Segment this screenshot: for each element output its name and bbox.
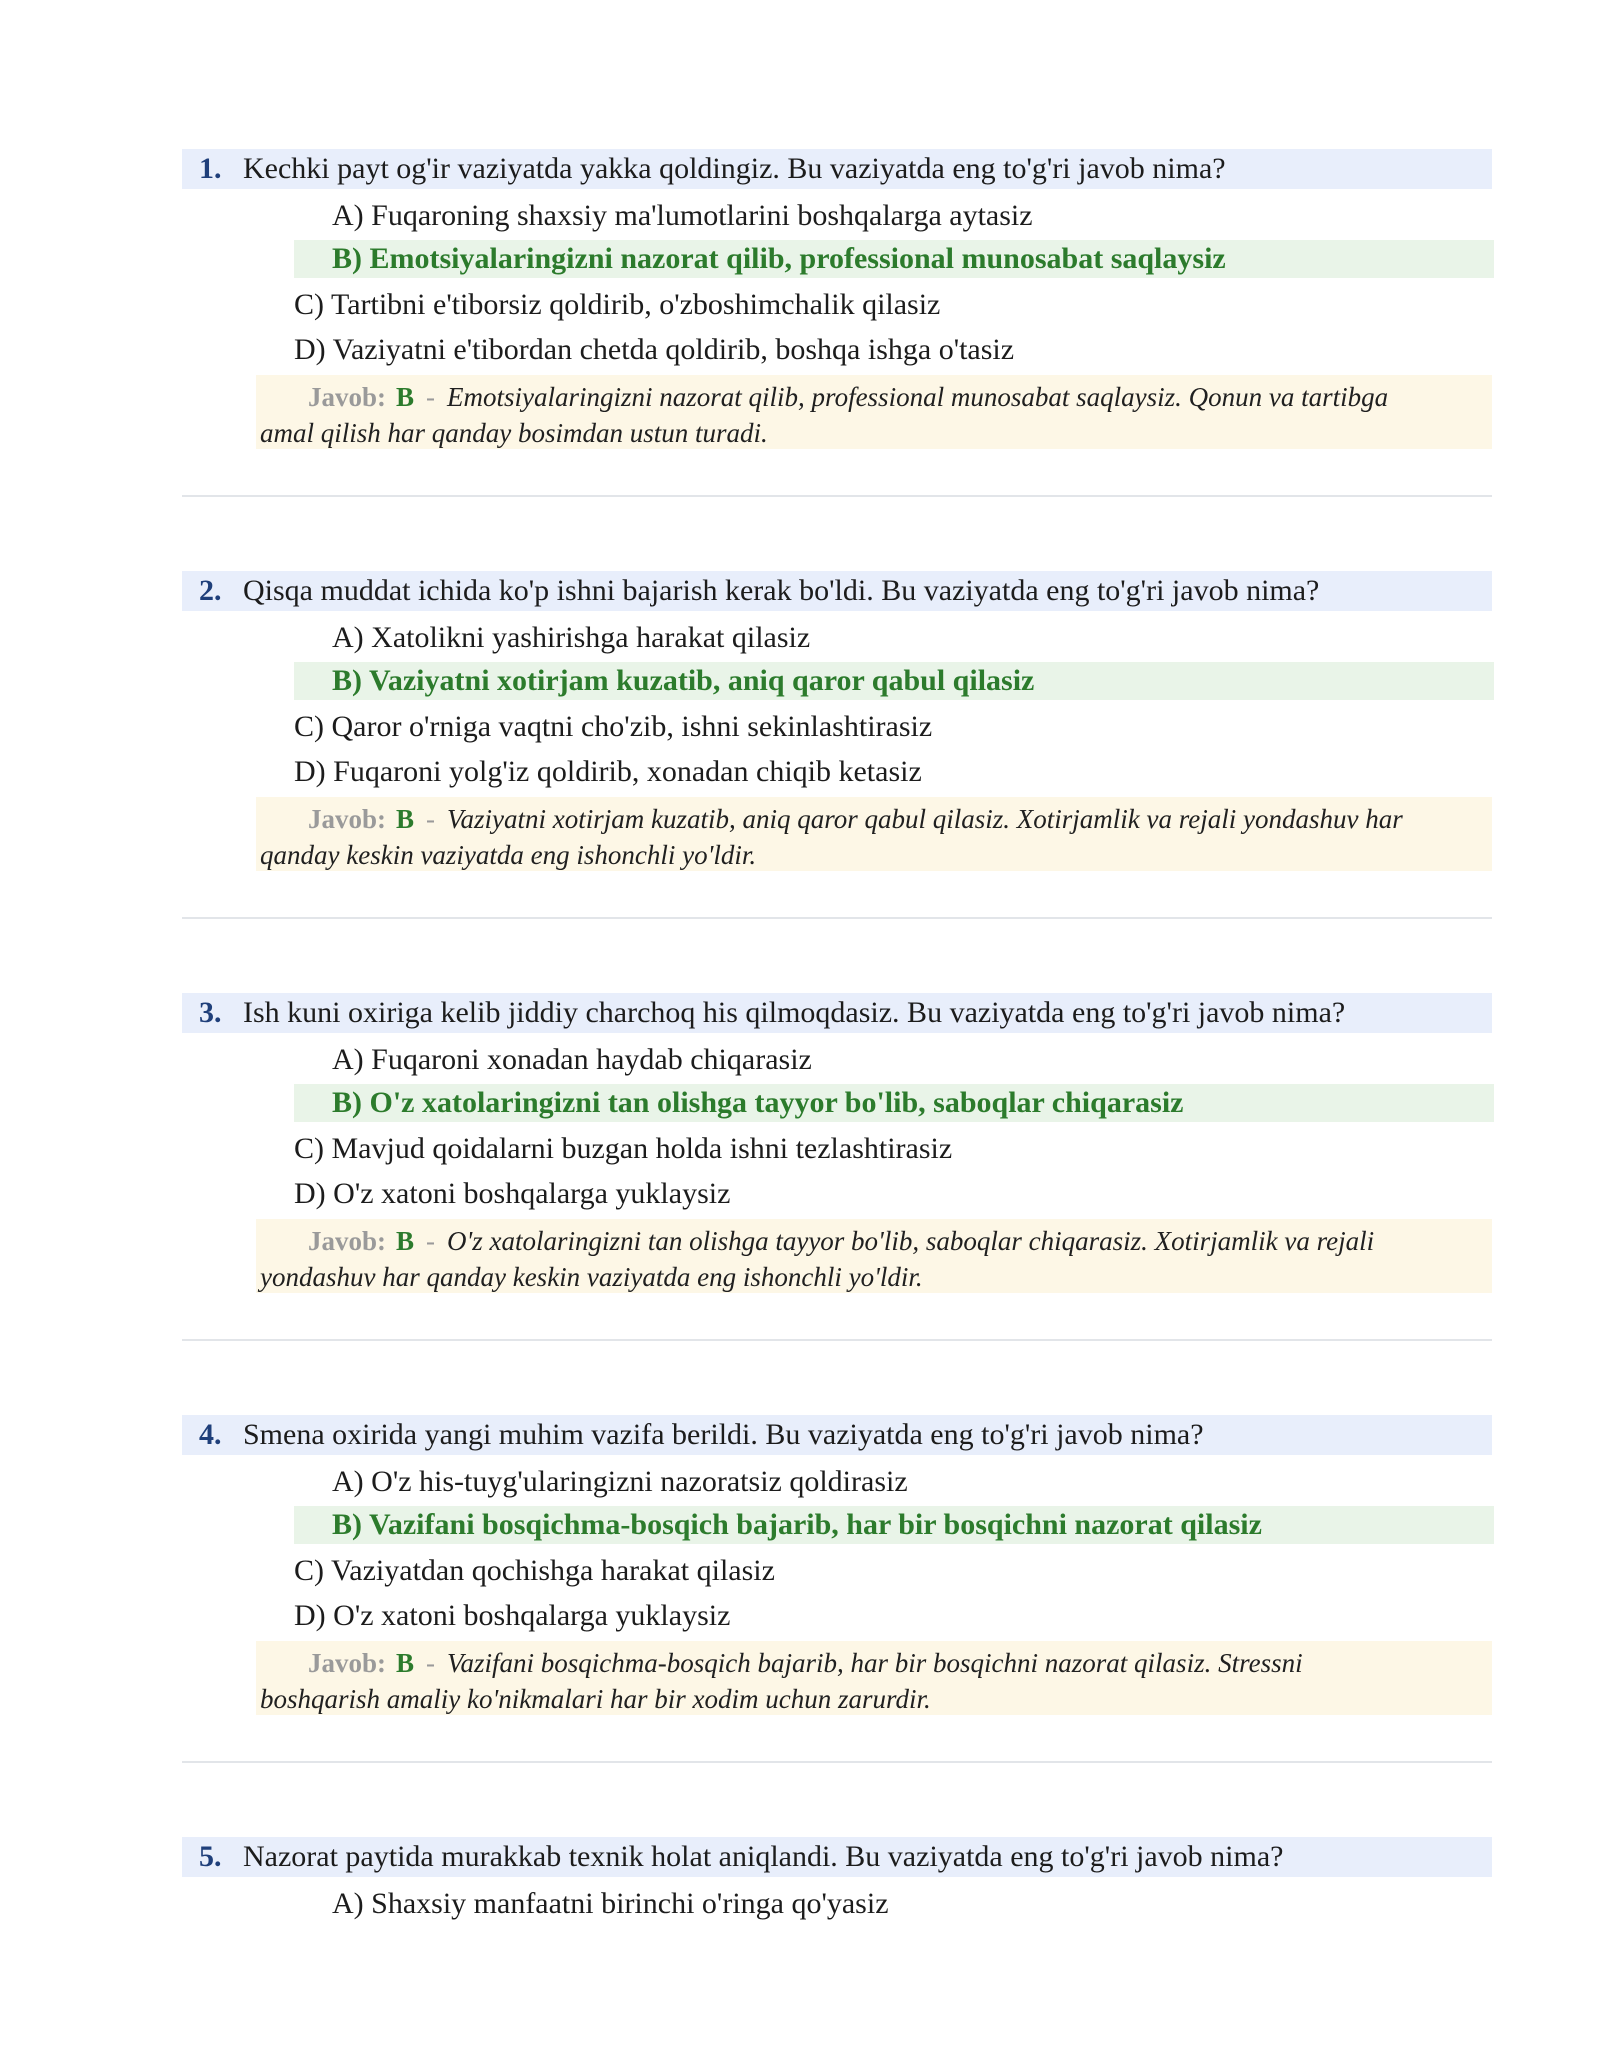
answer-box [256,1219,1492,1293]
option-c: C) Tartibni e'tiborsiz qoldirib, o'zboshimchalik qilasiz [294,288,941,321]
answer-explanation: Vaziyatni xotirjam kuzatib, aniq qaror qabul qilasiz. Xotirjamlik va rejali yondashuv har [447,804,1403,834]
answer-separator: - [426,1648,436,1678]
question-header [182,571,1492,611]
divider [182,495,1492,497]
question-header [182,1415,1492,1455]
answer-letter: B [396,1226,415,1256]
option-d: D) O'z xatoni boshqalarga yuklaysiz [294,1177,731,1210]
option-a: A) Fuqaroning shaxsiy ma'lumotlarini boshqalarga aytasiz [332,199,1033,232]
question-number: 3. [199,996,222,1029]
question-text: Smena oxirida yangi muhim vazifa berildi. Bu vaziyatda eng to'g'ri javob nima? [243,1418,1204,1451]
answer-explanation-continued: yondashuv har qanday keskin vaziyatda eng ishonchli yo'ldir. [260,1262,923,1292]
question-header [182,1837,1492,1877]
question-header [182,993,1492,1033]
answer-explanation: Vazifani bosqichma-bosqich bajarib, har bir bosqichni nazorat qilasiz. Stressni [447,1648,1303,1678]
option-c: C) Qaror o'rniga vaqtni cho'zib, ishni sekinlashtirasiz [294,710,933,743]
option-b-correct: B) O'z xatolaringizni tan olishga tayyor bo'lib, saboqlar chiqarasiz [294,1084,1494,1122]
answer-separator: - [426,382,436,412]
question-number: 5. [199,1840,222,1873]
question-header [182,149,1492,189]
answer-explanation-continued: boshqarish amaliy ko'nikmalari har bir xodim uchun zarurdir. [260,1684,931,1714]
answer-explanation-continued: qanday keskin vaziyatda eng ishonchli yo'ldir. [260,840,757,870]
answer-explanation: O'z xatolaringizni tan olishga tayyor bo'lib, saboqlar chiqarasiz. Xotirjamlik va rejali [447,1226,1375,1256]
question-number: 4. [199,1418,222,1451]
answer-letter: B [396,804,415,834]
answer-separator: - [426,804,436,834]
option-a: A) O'z his-tuyg'ularingizni nazoratsiz qoldirasiz [332,1465,908,1498]
option-b-correct: B) Emotsiyalaringizni nazorat qilib, professional munosabat saqlaysiz [294,240,1494,278]
option-a: A) Fuqaroni xonadan haydab chiqarasiz [332,1043,812,1076]
answer-letter: B [396,382,415,412]
answer-box [256,1641,1492,1715]
option-c: C) Vaziyatdan qochishga harakat qilasiz [294,1554,775,1587]
option-a: A) Xatolikni yashirishga harakat qilasiz [332,621,811,654]
option-d: D) Vaziyatni e'tibordan chetda qoldirib, boshqa ishga o'tasiz [294,333,1015,366]
answer-box [256,375,1492,449]
answer-letter: B [396,1648,415,1678]
divider [182,917,1492,919]
answer-explanation-continued: amal qilish har qanday bosimdan ustun turadi. [260,418,768,448]
answer-separator: - [426,1226,436,1256]
divider [182,1761,1492,1763]
question-text: Nazorat paytida murakkab texnik holat aniqlandi. Bu vaziyatda eng to'g'ri javob nima? [243,1840,1284,1873]
answer-label: Javob: [308,804,387,834]
answer-label: Javob: [308,382,387,412]
question-number: 2. [199,574,222,607]
question-text: Qisqa muddat ichida ko'p ishni bajarish kerak bo'ldi. Bu vaziyatda eng to'g'ri javob nima? [243,574,1320,607]
option-b-correct: B) Vaziyatni xotirjam kuzatib, aniq qaror qabul qilasiz [294,662,1494,700]
divider [182,1339,1492,1341]
answer-label: Javob: [308,1226,387,1256]
option-b-correct: B) Vazifani bosqichma-bosqich bajarib, har bir bosqichni nazorat qilasiz [294,1506,1494,1544]
question-text: Ish kuni oxiriga kelib jiddiy charchoq his qilmoqdasiz. Bu vaziyatda eng to'g'ri javob nima? [243,996,1346,1029]
option-a: A) Shaxsiy manfaatni birinchi o'ringa qo'yasiz [332,1887,889,1920]
question-number: 1. [199,152,222,185]
option-d: D) O'z xatoni boshqalarga yuklaysiz [294,1599,731,1632]
answer-label: Javob: [308,1648,387,1678]
question-text: Kechki payt og'ir vaziyatda yakka qoldingiz. Bu vaziyatda eng to'g'ri javob nima? [243,152,1226,185]
answer-explanation: Emotsiyalaringizni nazorat qilib, professional munosabat saqlaysiz. Qonun va tartibga [447,382,1389,412]
option-c: C) Mavjud qoidalarni buzgan holda ishni tezlashtirasiz [294,1132,953,1165]
answer-box [256,797,1492,871]
option-d: D) Fuqaroni yolg'iz qoldirib, xonadan chiqib ketasiz [294,755,922,788]
